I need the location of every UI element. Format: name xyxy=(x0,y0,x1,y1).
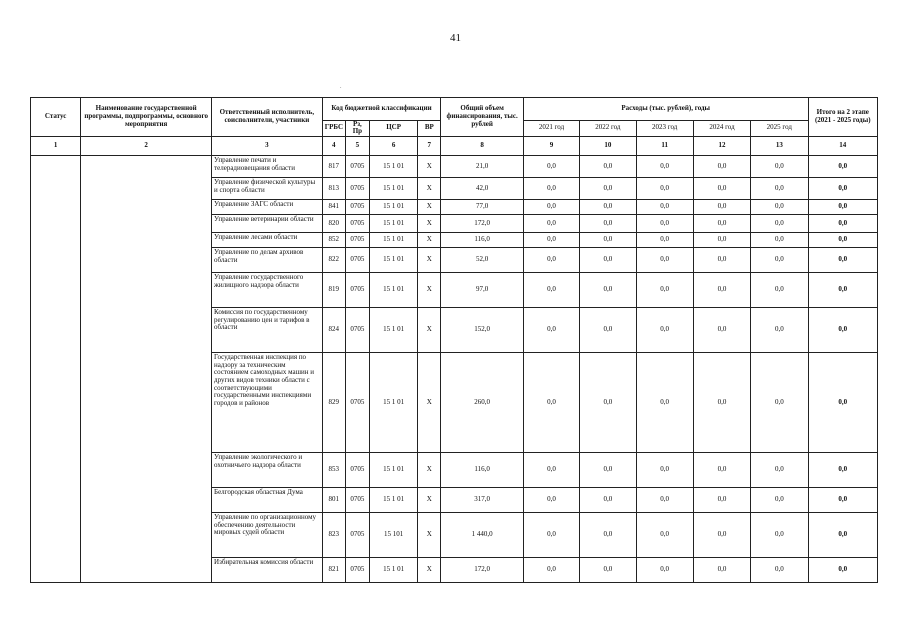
csr-cell: 15 1 01 xyxy=(369,233,417,248)
year-2023-cell: 0,0 xyxy=(636,273,693,308)
year-2025-cell: 0,0 xyxy=(751,178,808,200)
year-2021-cell: 0,0 xyxy=(523,488,579,513)
grbs-cell: 822 xyxy=(322,248,345,273)
csr-cell: 15 1 01 xyxy=(369,488,417,513)
executor-cell: Избирательная комиссия области xyxy=(212,558,323,583)
total-cell: 77,0 xyxy=(441,200,523,215)
executor-cell: Управление по организационному обеспечению деятельности мировых судей области xyxy=(212,513,323,558)
year-2025-cell: 0,0 xyxy=(751,308,808,353)
csr-cell: 15 1 01 xyxy=(369,215,417,233)
total-cell: 97,0 xyxy=(441,273,523,308)
col-number: 4 xyxy=(322,137,345,156)
scan-speck: . xyxy=(340,84,342,90)
header-year-2021: 2021 год xyxy=(523,120,579,136)
year-2024-cell: 0,0 xyxy=(693,233,750,248)
rzpr-cell: 0705 xyxy=(345,273,369,308)
stage-total-cell: 0,0 xyxy=(808,273,878,308)
vr-cell: X xyxy=(418,215,441,233)
grbs-cell: 829 xyxy=(322,353,345,453)
year-2022-cell: 0,0 xyxy=(580,215,636,233)
total-cell: 116,0 xyxy=(441,453,523,488)
header-year-2022: 2022 год xyxy=(580,120,636,136)
executor-cell: Управление государственного жилищного надзора области xyxy=(212,273,323,308)
rzpr-cell: 0705 xyxy=(345,308,369,353)
csr-cell: 15 1 01 xyxy=(369,353,417,453)
year-2022-cell: 0,0 xyxy=(580,248,636,273)
total-cell: 152,0 xyxy=(441,308,523,353)
year-2023-cell: 0,0 xyxy=(636,353,693,453)
vr-cell: X xyxy=(418,233,441,248)
year-2025-cell: 0,0 xyxy=(751,248,808,273)
csr-cell: 15 1 01 xyxy=(369,273,417,308)
grbs-cell: 841 xyxy=(322,200,345,215)
grbs-cell: 813 xyxy=(322,178,345,200)
year-2021-cell: 0,0 xyxy=(523,156,579,178)
year-2023-cell: 0,0 xyxy=(636,453,693,488)
year-2021-cell: 0,0 xyxy=(523,308,579,353)
year-2022-cell: 0,0 xyxy=(580,308,636,353)
year-2024-cell: 0,0 xyxy=(693,513,750,558)
grbs-cell: 819 xyxy=(322,273,345,308)
status-cell xyxy=(31,156,81,583)
executor-cell: Белгородская областная Дума xyxy=(212,488,323,513)
col-number: 3 xyxy=(212,137,323,156)
year-2024-cell: 0,0 xyxy=(693,308,750,353)
stage-total-cell: 0,0 xyxy=(808,178,878,200)
header-grbs: ГРБС xyxy=(322,120,345,136)
col-number: 10 xyxy=(580,137,636,156)
budget-table xyxy=(30,97,878,583)
col-number: 7 xyxy=(418,137,441,156)
rzpr-cell: 0705 xyxy=(345,215,369,233)
year-2025-cell: 0,0 xyxy=(751,488,808,513)
stage-total-cell: 0,0 xyxy=(808,453,878,488)
csr-cell: 15 1 01 xyxy=(369,558,417,583)
stage-total-cell: 0,0 xyxy=(808,308,878,353)
year-2025-cell: 0,0 xyxy=(751,156,808,178)
year-2023-cell: 0,0 xyxy=(636,215,693,233)
vr-cell: X xyxy=(418,513,441,558)
rzpr-cell: 0705 xyxy=(345,200,369,215)
header-year-2025: 2025 год xyxy=(751,120,808,136)
header-year-2023: 2023 год xyxy=(636,120,693,136)
csr-cell: 15 1 01 xyxy=(369,308,417,353)
year-2021-cell: 0,0 xyxy=(523,558,579,583)
year-2024-cell: 0,0 xyxy=(693,558,750,583)
total-cell: 1 440,0 xyxy=(441,513,523,558)
stage-total-cell: 0,0 xyxy=(808,200,878,215)
vr-cell: X xyxy=(418,156,441,178)
header-total-volume: Общий объем финансирования, тыс. рублей xyxy=(441,98,523,137)
year-2022-cell: 0,0 xyxy=(580,453,636,488)
stage-total-cell: 0,0 xyxy=(808,558,878,583)
year-2023-cell: 0,0 xyxy=(636,558,693,583)
year-2023-cell: 0,0 xyxy=(636,233,693,248)
vr-cell: X xyxy=(418,248,441,273)
vr-cell: X xyxy=(418,273,441,308)
grbs-cell: 820 xyxy=(322,215,345,233)
executor-cell: Управление экологического и охотничьего надзора области xyxy=(212,453,323,488)
col-number: 13 xyxy=(751,137,808,156)
stage-total-cell: 0,0 xyxy=(808,215,878,233)
executor-cell: Управление ЗАГС области xyxy=(212,200,323,215)
year-2022-cell: 0,0 xyxy=(580,233,636,248)
total-cell: 260,0 xyxy=(441,353,523,453)
total-cell: 21,0 xyxy=(441,156,523,178)
executor-cell: Государственная инспекция по надзору за техническим состоянием самоходных машин и других видов техники области с соответствующими государственными инспекциями городов и районов xyxy=(212,353,323,453)
year-2022-cell: 0,0 xyxy=(580,488,636,513)
rzpr-cell: 0705 xyxy=(345,513,369,558)
stage-total-cell: 0,0 xyxy=(808,233,878,248)
year-2021-cell: 0,0 xyxy=(523,248,579,273)
year-2022-cell: 0,0 xyxy=(580,353,636,453)
vr-cell: X xyxy=(418,488,441,513)
header-total-stage: Итого на 2 этапе (2021 - 2025 годы) xyxy=(808,98,878,137)
csr-cell: 15 101 xyxy=(369,513,417,558)
year-2025-cell: 0,0 xyxy=(751,453,808,488)
year-2024-cell: 0,0 xyxy=(693,248,750,273)
stage-total-cell: 0,0 xyxy=(808,156,878,178)
vr-cell: X xyxy=(418,308,441,353)
year-2024-cell: 0,0 xyxy=(693,200,750,215)
year-2021-cell: 0,0 xyxy=(523,353,579,453)
csr-cell: 15 1 01 xyxy=(369,200,417,215)
year-2021-cell: 0,0 xyxy=(523,513,579,558)
year-2025-cell: 0,0 xyxy=(751,273,808,308)
year-2025-cell: 0,0 xyxy=(751,200,808,215)
year-2021-cell: 0,0 xyxy=(523,233,579,248)
year-2025-cell: 0,0 xyxy=(751,353,808,453)
year-2024-cell: 0,0 xyxy=(693,178,750,200)
year-2024-cell: 0,0 xyxy=(693,156,750,178)
year-2025-cell: 0,0 xyxy=(751,233,808,248)
vr-cell: X xyxy=(418,353,441,453)
year-2022-cell: 0,0 xyxy=(580,178,636,200)
year-2023-cell: 0,0 xyxy=(636,308,693,353)
total-cell: 172,0 xyxy=(441,215,523,233)
rzpr-cell: 0705 xyxy=(345,558,369,583)
stage-total-cell: 0,0 xyxy=(808,248,878,273)
total-cell: 42,0 xyxy=(441,178,523,200)
header-responsible: Ответственный исполнитель, соисполнители, участники xyxy=(212,98,323,137)
rzpr-cell: 0705 xyxy=(345,178,369,200)
header-name: Наименование государственной программы, подпрограммы, основного мероприятия xyxy=(81,98,212,137)
total-cell: 172,0 xyxy=(441,558,523,583)
grbs-cell: 801 xyxy=(322,488,345,513)
page-number: 41 xyxy=(450,32,461,44)
program-name-cell xyxy=(81,156,212,583)
col-number: 6 xyxy=(369,137,417,156)
table-body xyxy=(31,156,878,583)
year-2024-cell: 0,0 xyxy=(693,215,750,233)
grbs-cell: 852 xyxy=(322,233,345,248)
year-2023-cell: 0,0 xyxy=(636,178,693,200)
col-number: 1 xyxy=(31,137,81,156)
vr-cell: X xyxy=(418,558,441,583)
year-2022-cell: 0,0 xyxy=(580,558,636,583)
rzpr-cell: 0705 xyxy=(345,453,369,488)
year-2022-cell: 0,0 xyxy=(580,273,636,308)
stage-total-cell: 0,0 xyxy=(808,513,878,558)
rzpr-cell: 0705 xyxy=(345,248,369,273)
header-year-2024: 2024 год xyxy=(693,120,750,136)
executor-cell: Управление ветеринарии области xyxy=(212,215,323,233)
year-2021-cell: 0,0 xyxy=(523,215,579,233)
csr-cell: 15 1 01 xyxy=(369,178,417,200)
rzpr-cell: 0705 xyxy=(345,488,369,513)
col-number: 2 xyxy=(81,137,212,156)
vr-cell: X xyxy=(418,178,441,200)
executor-cell: Управление по делам архивов области xyxy=(212,248,323,273)
csr-cell: 15 1 01 xyxy=(369,453,417,488)
header-expenses: Расходы (тыс. рублей), годы xyxy=(523,98,808,121)
header-csr: ЦСР xyxy=(369,120,417,136)
grbs-cell: 821 xyxy=(322,558,345,583)
grbs-cell: 824 xyxy=(322,308,345,353)
year-2025-cell: 0,0 xyxy=(751,558,808,583)
year-2023-cell: 0,0 xyxy=(636,156,693,178)
grbs-cell: 853 xyxy=(322,453,345,488)
year-2021-cell: 0,0 xyxy=(523,200,579,215)
stage-total-cell: 0,0 xyxy=(808,353,878,453)
rzpr-cell: 0705 xyxy=(345,353,369,453)
year-2024-cell: 0,0 xyxy=(693,353,750,453)
executor-cell: Управление лесами области xyxy=(212,233,323,248)
year-2024-cell: 0,0 xyxy=(693,273,750,308)
csr-cell: 15 1 01 xyxy=(369,156,417,178)
header-budget-code: Код бюджетной классификации xyxy=(322,98,441,121)
header-status: Статус xyxy=(31,98,81,137)
total-cell: 317,0 xyxy=(441,488,523,513)
header-vr: ВР xyxy=(418,120,441,136)
vr-cell: X xyxy=(418,453,441,488)
year-2025-cell: 0,0 xyxy=(751,215,808,233)
year-2024-cell: 0,0 xyxy=(693,453,750,488)
col-number: 11 xyxy=(636,137,693,156)
year-2021-cell: 0,0 xyxy=(523,453,579,488)
grbs-cell: 823 xyxy=(322,513,345,558)
year-2022-cell: 0,0 xyxy=(580,156,636,178)
year-2023-cell: 0,0 xyxy=(636,488,693,513)
year-2021-cell: 0,0 xyxy=(523,273,579,308)
total-cell: 52,0 xyxy=(441,248,523,273)
vr-cell: X xyxy=(418,200,441,215)
table-row xyxy=(31,156,878,178)
csr-cell: 15 1 01 xyxy=(369,248,417,273)
header-rzpr: Рз, Пр xyxy=(345,120,369,136)
col-number: 9 xyxy=(523,137,579,156)
col-number: 14 xyxy=(808,137,878,156)
column-number-row xyxy=(31,137,878,156)
grbs-cell: 817 xyxy=(322,156,345,178)
year-2022-cell: 0,0 xyxy=(580,200,636,215)
rzpr-cell: 0705 xyxy=(345,233,369,248)
rzpr-cell: 0705 xyxy=(345,156,369,178)
col-number: 8 xyxy=(441,137,523,156)
executor-cell: Управление физической культуры и спорта области xyxy=(212,178,323,200)
year-2023-cell: 0,0 xyxy=(636,513,693,558)
col-number: 12 xyxy=(693,137,750,156)
year-2022-cell: 0,0 xyxy=(580,513,636,558)
year-2023-cell: 0,0 xyxy=(636,248,693,273)
col-number: 5 xyxy=(345,137,369,156)
year-2021-cell: 0,0 xyxy=(523,178,579,200)
total-cell: 116,0 xyxy=(441,233,523,248)
executor-cell: Управление печати и телерадиовещания области xyxy=(212,156,323,178)
year-2024-cell: 0,0 xyxy=(693,488,750,513)
executor-cell: Комиссия по государственному регулированию цен и тарифов в области xyxy=(212,308,323,353)
year-2025-cell: 0,0 xyxy=(751,513,808,558)
stage-total-cell: 0,0 xyxy=(808,488,878,513)
year-2023-cell: 0,0 xyxy=(636,200,693,215)
